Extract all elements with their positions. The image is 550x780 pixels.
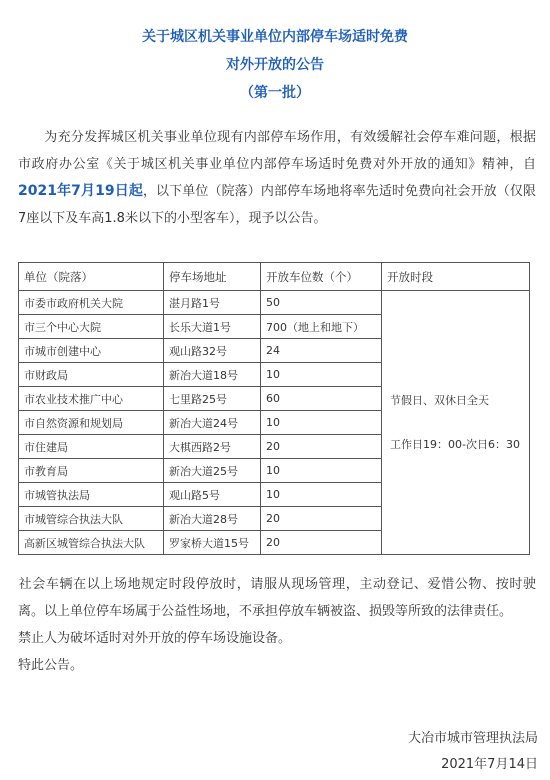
- cell-spaces: 20: [261, 435, 382, 459]
- intro-start-date: 2021年7月19日起: [18, 183, 143, 199]
- cell-address: 新冶大道28号: [164, 507, 261, 531]
- open-period-weekend: 节假日、双休日全天: [390, 393, 489, 407]
- cell-spaces: 10: [261, 459, 382, 483]
- intro-paragraph: [18, 124, 536, 232]
- cell-unit: 市委市政府机关大院: [19, 291, 164, 315]
- notice-batch-label: （第一批）: [240, 85, 310, 101]
- notice-title: 关于城区机关事业单位内部停车场适时免费: [142, 29, 408, 45]
- closing-paragraph-rules: [18, 571, 536, 625]
- cell-unit: 市城管执法局: [19, 483, 164, 507]
- cell-address: 罗家桥大道15号: [164, 531, 261, 555]
- notice-title-line2: 对外开放的公告: [226, 57, 324, 73]
- cell-spaces: 50: [261, 291, 382, 315]
- cell-spaces: 10: [261, 363, 382, 387]
- header-spaces: 开放车位数（个）: [261, 263, 382, 291]
- cell-unit: 市财政局: [19, 363, 164, 387]
- table-row: [19, 291, 530, 315]
- issuer-signature: 大冶市城市管理执法局: [407, 731, 538, 746]
- cell-address: 大棋西路2号: [164, 435, 261, 459]
- issue-date: 2021年7月14日: [441, 757, 538, 772]
- cell-unit: 市教育局: [19, 459, 164, 483]
- cell-unit: 市三个中心大院: [19, 315, 164, 339]
- cell-address: 新冶大道18号: [164, 363, 261, 387]
- cell-address: 长乐大道1号: [164, 315, 261, 339]
- cell-unit: 市城管综合执法大队: [19, 507, 164, 531]
- parking-lots-table: [18, 262, 530, 555]
- cell-spaces: 10: [261, 411, 382, 435]
- cell-address: 新冶大道25号: [164, 459, 261, 483]
- closing-paragraph-prohibition: 禁止人为破坏适时对外开放的停车场设施设备。: [18, 631, 292, 646]
- cell-unit: 市住建局: [19, 435, 164, 459]
- cell-address: 新冶大道24号: [164, 411, 261, 435]
- cell-unit: 市自然资源和规划局: [19, 411, 164, 435]
- cell-unit: 市农业技术推广中心: [19, 387, 164, 411]
- open-period-workday: 工作日19：00-次日6：30: [390, 437, 520, 451]
- cell-unit: 市城市创建中心: [19, 339, 164, 363]
- cell-address: 观山路5号: [164, 483, 261, 507]
- cell-address: 七里路25号: [164, 387, 261, 411]
- cell-spaces: 10: [261, 483, 382, 507]
- table-header-row: [19, 263, 530, 291]
- header-open-period: 开放时段: [382, 263, 530, 291]
- closing-rules-text: 社会车辆在以上场地规定时段停放时，请服从现场管理，主动登记、爱惜公物、按时驶离。以上单位停车场属于公益性场地，不承担停放车辆被盗、损毁等所致的法律责任。: [18, 577, 536, 619]
- closing-section: [18, 571, 536, 679]
- cell-spaces: 700（地上和地下）: [261, 315, 382, 339]
- cell-spaces: 20: [261, 507, 382, 531]
- cell-unit: 高新区城管综合执法大队: [19, 531, 164, 555]
- closing-paragraph-announcement: 特此公告。: [18, 658, 84, 673]
- open-period-cell: [382, 291, 530, 555]
- intro-text-part2: ，以下单位（院落）内部停车场地将率先适时免费向社会开放（仅限7座以下及车高1.8米以下的小型客车），现予以公告。: [18, 184, 536, 226]
- header-address: 停车场地址: [164, 263, 261, 291]
- cell-spaces: 20: [261, 531, 382, 555]
- cell-spaces: 60: [261, 387, 382, 411]
- cell-spaces: 24: [261, 339, 382, 363]
- cell-address: 湛月路1号: [164, 291, 261, 315]
- cell-address: 观山路32号: [164, 339, 261, 363]
- intro-text-part1: 为充分发挥城区机关事业单位现有内部停车场作用，有效缓解社会停车难问题，根据市政府办公室《关于城区机关事业单位内部停车场适时免费对外开放的通知》精神，自: [18, 130, 536, 172]
- header-unit: 单位（院落）: [19, 263, 164, 291]
